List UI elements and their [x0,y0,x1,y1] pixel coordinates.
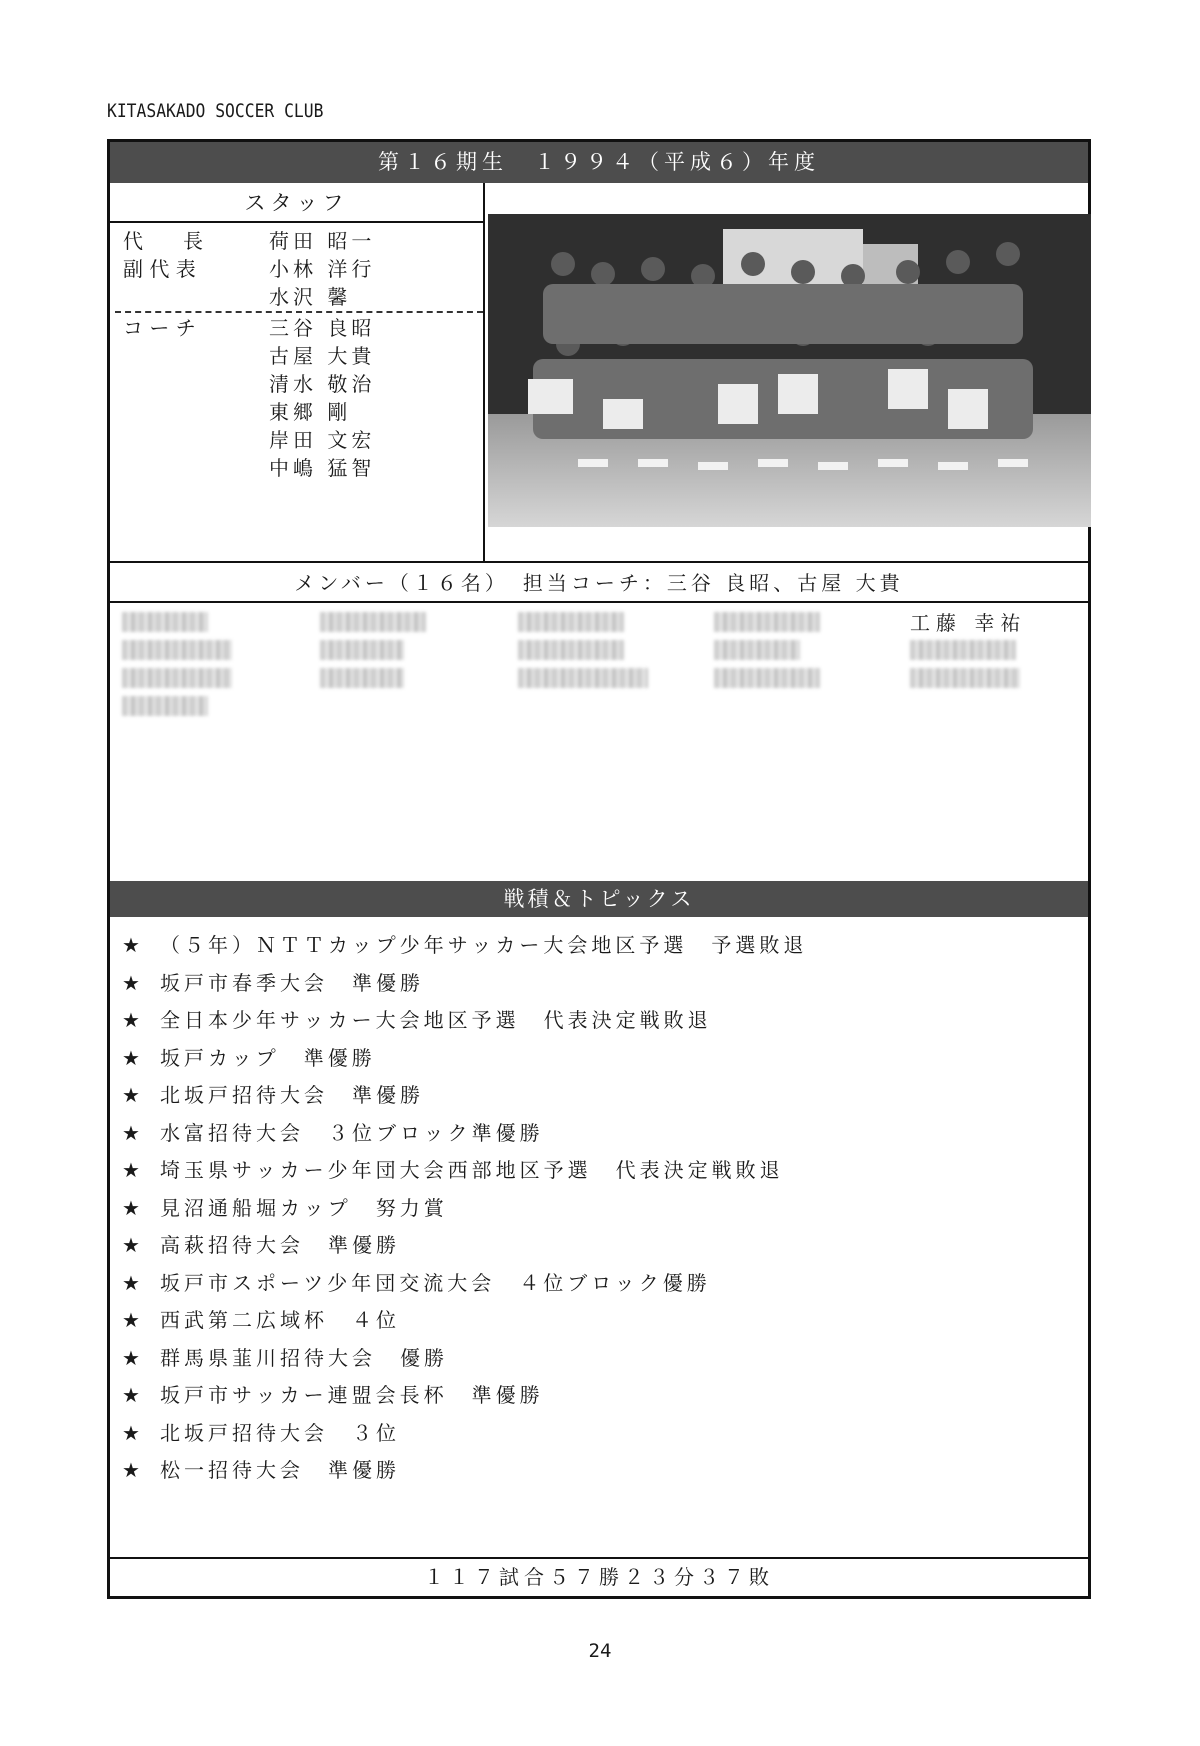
star-icon: ★ [122,1308,140,1332]
results-heading: 戦積＆トピックス [110,881,1088,917]
result-item [122,929,807,958]
season-title: 第１６期生 １９９４（平成６）年度 [110,142,1088,183]
result-text: 坂戸市サッカー連盟会長杯 準優勝 [160,1383,544,1407]
staff-name: 水沢 馨 [269,285,352,309]
result-item [122,967,424,996]
staff-name: 三谷 良昭 [269,316,376,340]
star-icon: ★ [122,1458,140,1482]
star-icon: ★ [122,1158,140,1182]
result-text: 西武第二広域杯 ４位 [160,1308,400,1332]
result-text: 北坂戸招待大会 ３位 [160,1421,400,1445]
redacted-member-name [714,668,820,688]
staff-role: 副 代 表 [123,257,196,281]
redacted-member-name [518,612,624,632]
redacted-member-name [122,696,208,716]
redacted-member-name [122,612,208,632]
result-text: 松一招待大会 準優勝 [160,1458,400,1482]
staff-name: 清水 敬治 [269,372,376,396]
season-record: １１７試合５７勝２３分３７敗 [424,1565,774,1589]
redacted-member-name [320,668,404,688]
result-item [122,1079,424,1108]
redacted-member-name [910,668,1020,688]
star-icon: ★ [122,1233,140,1257]
result-item [122,1454,400,1483]
members-heading: メンバー（１６名） 担当コーチ：三谷 良昭、古屋 大貴 [294,571,904,595]
star-icon: ★ [122,1196,140,1220]
result-text: 全日本少年サッカー大会地区予選 代表決定戦敗退 [160,1008,712,1032]
staff-photo-divider [483,183,485,561]
season-record-sheet [107,139,1091,1599]
star-icon: ★ [122,1421,140,1445]
result-text: 北坂戸招待大会 準優勝 [160,1083,424,1107]
result-item [122,1117,544,1146]
staff-name: 東郷 剛 [269,400,352,424]
redacted-member-name [518,668,648,688]
redacted-member-name [910,640,1016,660]
result-item [122,1154,784,1183]
staff-name: 小林 洋行 [269,257,376,281]
result-text: 坂戸カップ 準優勝 [160,1046,376,1070]
members-top-rule [110,561,1088,563]
staff-role: コ ー チ [123,316,196,340]
result-text: 坂戸市春季大会 準優勝 [160,971,424,995]
result-text: 高萩招待大会 準優勝 [160,1233,400,1257]
result-text: 水富招待大会 ３位ブロック準優勝 [160,1121,544,1145]
redacted-member-name [320,612,426,632]
redacted-member-name [518,640,624,660]
star-icon: ★ [122,971,140,995]
result-text: 埼玉県サッカー少年団大会西部地区予選 代表決定戦敗退 [160,1158,784,1182]
result-text: 見沼通船堀カップ 努力賞 [160,1196,448,1220]
redacted-member-name [122,640,232,660]
star-icon: ★ [122,1083,140,1107]
star-icon: ★ [122,1346,140,1370]
team-photo [488,214,1091,527]
result-item [122,1004,712,1033]
staff-name: 古屋 大貴 [269,344,376,368]
result-item [122,1417,400,1446]
staff-name: 荷田 昭一 [269,229,376,253]
members-heading-rule [110,601,1088,603]
staff-divider [115,311,483,313]
staff-name: 中嶋 猛智 [269,456,376,480]
result-item [122,1192,448,1221]
staff-heading: スタッフ [110,183,483,223]
redacted-member-name [714,612,820,632]
result-text: 坂戸市スポーツ少年団交流大会 ４位ブロック優勝 [160,1271,711,1295]
redacted-member-name [122,668,232,688]
member-name: 工藤 幸祐 [910,611,1027,635]
result-item [122,1379,544,1408]
result-item [122,1042,376,1071]
team-photo-graphic [488,214,1091,527]
star-icon: ★ [122,1008,140,1032]
redacted-member-name [320,640,404,660]
club-name: KITASAKADO SOCCER CLUB [107,100,324,122]
star-icon: ★ [122,933,140,957]
result-item [122,1229,400,1258]
redacted-member-name [714,640,800,660]
result-text: 群馬県韮川招待大会 優勝 [160,1346,448,1370]
page-number: 24 [588,1640,612,1662]
result-item [122,1342,448,1371]
staff-name: 岸田 文宏 [269,428,376,452]
result-item [122,1267,711,1296]
star-icon: ★ [122,1046,140,1070]
star-icon: ★ [122,1121,140,1145]
result-text: （５年）ＮＴＴカップ少年サッカー大会地区予選 予選敗退 [160,933,808,957]
star-icon: ★ [122,1271,140,1295]
staff-role: 代 長 [123,229,203,253]
star-icon: ★ [122,1383,140,1407]
result-item [122,1304,400,1333]
